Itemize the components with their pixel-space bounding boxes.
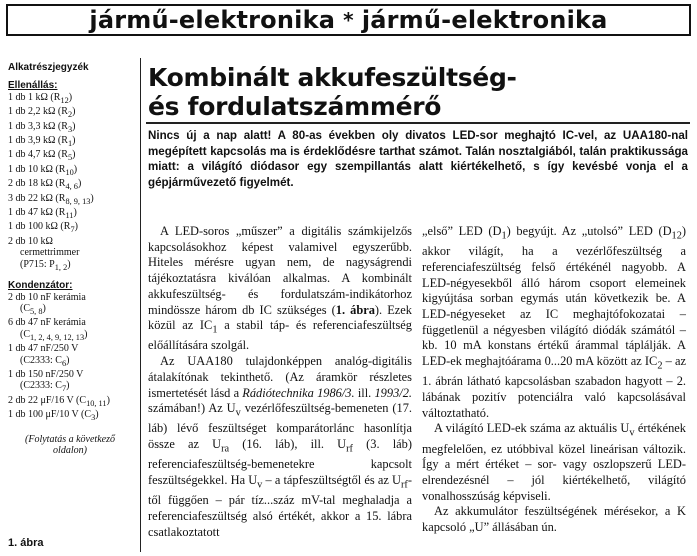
capacitors-title: Kondenzátor: — [8, 280, 73, 292]
resistor-item: 1 db 47 kΩ $(R_{11})$ — [8, 207, 77, 221]
section-header — [6, 4, 691, 36]
resistor-item: 2 db 18 kΩ $(R_{4, 6})$ — [8, 178, 82, 192]
body-column-1 — [148, 224, 412, 540]
resistor-item: 1 db 4,7 kΩ $(R_5)$ — [8, 149, 76, 163]
header-star: * — [343, 8, 354, 32]
resistor-item: 2 db 10 kΩ — [8, 235, 53, 247]
paragraph: Az UAA180 tulajdonképpen analóg-digitális átalakítónak tekinthető. (Az áramkör részletes ismertetését lásd a Rádiótechnika 1986/3. ill. 1993/2. számában!) Az $U_v$ vezérlőfeszültség-bemeneten (17. láb) lévő feszültséget komparátorlánc hasonlítja össze az $U_{ra}$ (16. láb), ill. $U_{rf}$ (3. láb) referenciafeszültség-bemenetekre kapcsolt feszültségekkel. Ha $U_v$ – a tápfeszültségtől és az $U_{rf}$-től függően – pár tíz...száz mV-tal meghaladja a referenciafeszültség alsó értékét, akkor a 15. lábra csatlakoztatott — [148, 354, 413, 539]
resistor-item: 3 db 22 kΩ $(R_{8, 9, 13})$ — [8, 192, 94, 206]
resistors-title: Ellenállás: — [8, 80, 58, 92]
header-left: jármű-elektronika — [89, 6, 336, 34]
capacitor-item: 2 db 10 nF kerámia — [8, 291, 86, 303]
resistor-item: 1 db 1 kΩ $(R_{12})$ — [8, 91, 73, 105]
body-column-2 — [422, 224, 686, 536]
capacitor-item: (C2333: $C_6$) — [20, 354, 70, 368]
resistors-list — [8, 92, 136, 273]
title-rule — [146, 122, 690, 124]
column-divider — [140, 58, 141, 552]
capacitor-item: 2 db 22 μF/16 V $(C_{10, 11})$ — [8, 394, 110, 408]
paragraph: Az akkumulátor feszültségének mérésekor, a K kapcsoló „U” állásában ún. — [422, 504, 686, 535]
parts-list — [8, 62, 136, 552]
resistor-item: 1 db 3,9 kΩ $(R_1)$ — [8, 135, 76, 149]
paragraph: „első” LED $(D_1)$ begyújt. Az „utolsó” LED $(D_{12})$ akkor világít, ha a vezérlőfeszültség a referenciafeszültség felső értékénél nagyobb. A LED-négyesekből álló három csoport elemeinek kigyújtása sorban egymás után következik be. A LED-négyeseket az IC meghajtófokozatai – függetlenül a négyesben világító diódák számától – kb. 10 mA konstans értékű árammal táplálják. A LED-ek meghajtóárama 0...20 mA között az $IC_2$ – az 1. ábrán látható kapcsolásban szabadon hagyott – 2. lábának pozitív potenciálra való kapcsolásával változtatható. — [422, 224, 686, 420]
parts-list-title: Alkatrészjegyzék — [8, 62, 89, 73]
capacitors-list — [8, 292, 136, 424]
header-right: jármű-elektronika — [361, 6, 608, 34]
resistor-item: 1 db 100 kΩ $(R_7)$ — [8, 221, 78, 235]
paragraph: A LED-soros „műszer” a digitális számkijelzős kapcsolásokhoz képest valamivel egyszerűbb. Hiteles mérésre ugyan nem, de nagyságrendi tájékoztatásra kiválóan alkalmas. A kombinált akkufeszültség- és fordulatszám-indikátorhoz mindössze három db IC szükséges (1. ábra). Ezek közül az $IC_1$ a stabil táp- és referenciafeszültség előállítására szolgál. — [148, 224, 412, 353]
capacitor-item: 6 db 47 nF kerámia — [8, 317, 86, 329]
resistor-item: cermettrimmer — [20, 247, 80, 259]
article-title — [148, 63, 688, 121]
article-title-line2: és fordulatszámmérő — [148, 92, 442, 121]
capacitor-item: $(C_{1, 2, 4, 9, 12, 13})$ — [20, 328, 88, 342]
paragraph: A világító LED-ek száma az aktuális $U_v$ értékének megfelelően, ez utóbbival közel lineárisan változik. Így a mért értéket – sor- vagy oszlopszerű LED-elrendezésnél – jól kiértékelhető, világító vonalhosszúság képviseli. — [422, 421, 686, 503]
capacitor-item: 1 db 150 nF/250 V — [8, 368, 84, 380]
article-lead: Nincs új a nap alatt! A 80-as években oly divatos LED-sor meghajtó IC-vel, az UAA180-nal megépített kapcsolás ma is érdeklődésre tarthat számot. Talán nosztalgiából, talán praktikussága miatt: a világító diódasor egy szempillantás alatt kiértékelhető, s így kevésbé vonja el a gépjárművezető figyelmét. — [148, 129, 688, 189]
resistor-item: (P715: $P_{1, 2}$) — [20, 258, 71, 272]
figure-label: 1. ábra — [8, 537, 44, 549]
capacitor-item: (C2333: $C_7$) — [20, 380, 70, 394]
capacitor-item: $(C_{5, 8})$ — [20, 302, 46, 316]
capacitor-item: 1 db 47 nF/250 V — [8, 343, 79, 355]
resistor-item: 1 db 2,2 kΩ $(R_2)$ — [8, 106, 76, 120]
capacitor-item: 1 db 100 μF/10 V $(C_3)$ — [8, 409, 99, 423]
resistor-item: 1 db 10 kΩ $(R_{10})$ — [8, 163, 78, 177]
continuation-note: (Folytatás a következő oldalon) — [25, 433, 115, 456]
article-title-line1: Kombinált akkufeszültség- — [148, 63, 517, 92]
resistor-item: 1 db 3,3 kΩ $(R_3)$ — [8, 120, 76, 134]
